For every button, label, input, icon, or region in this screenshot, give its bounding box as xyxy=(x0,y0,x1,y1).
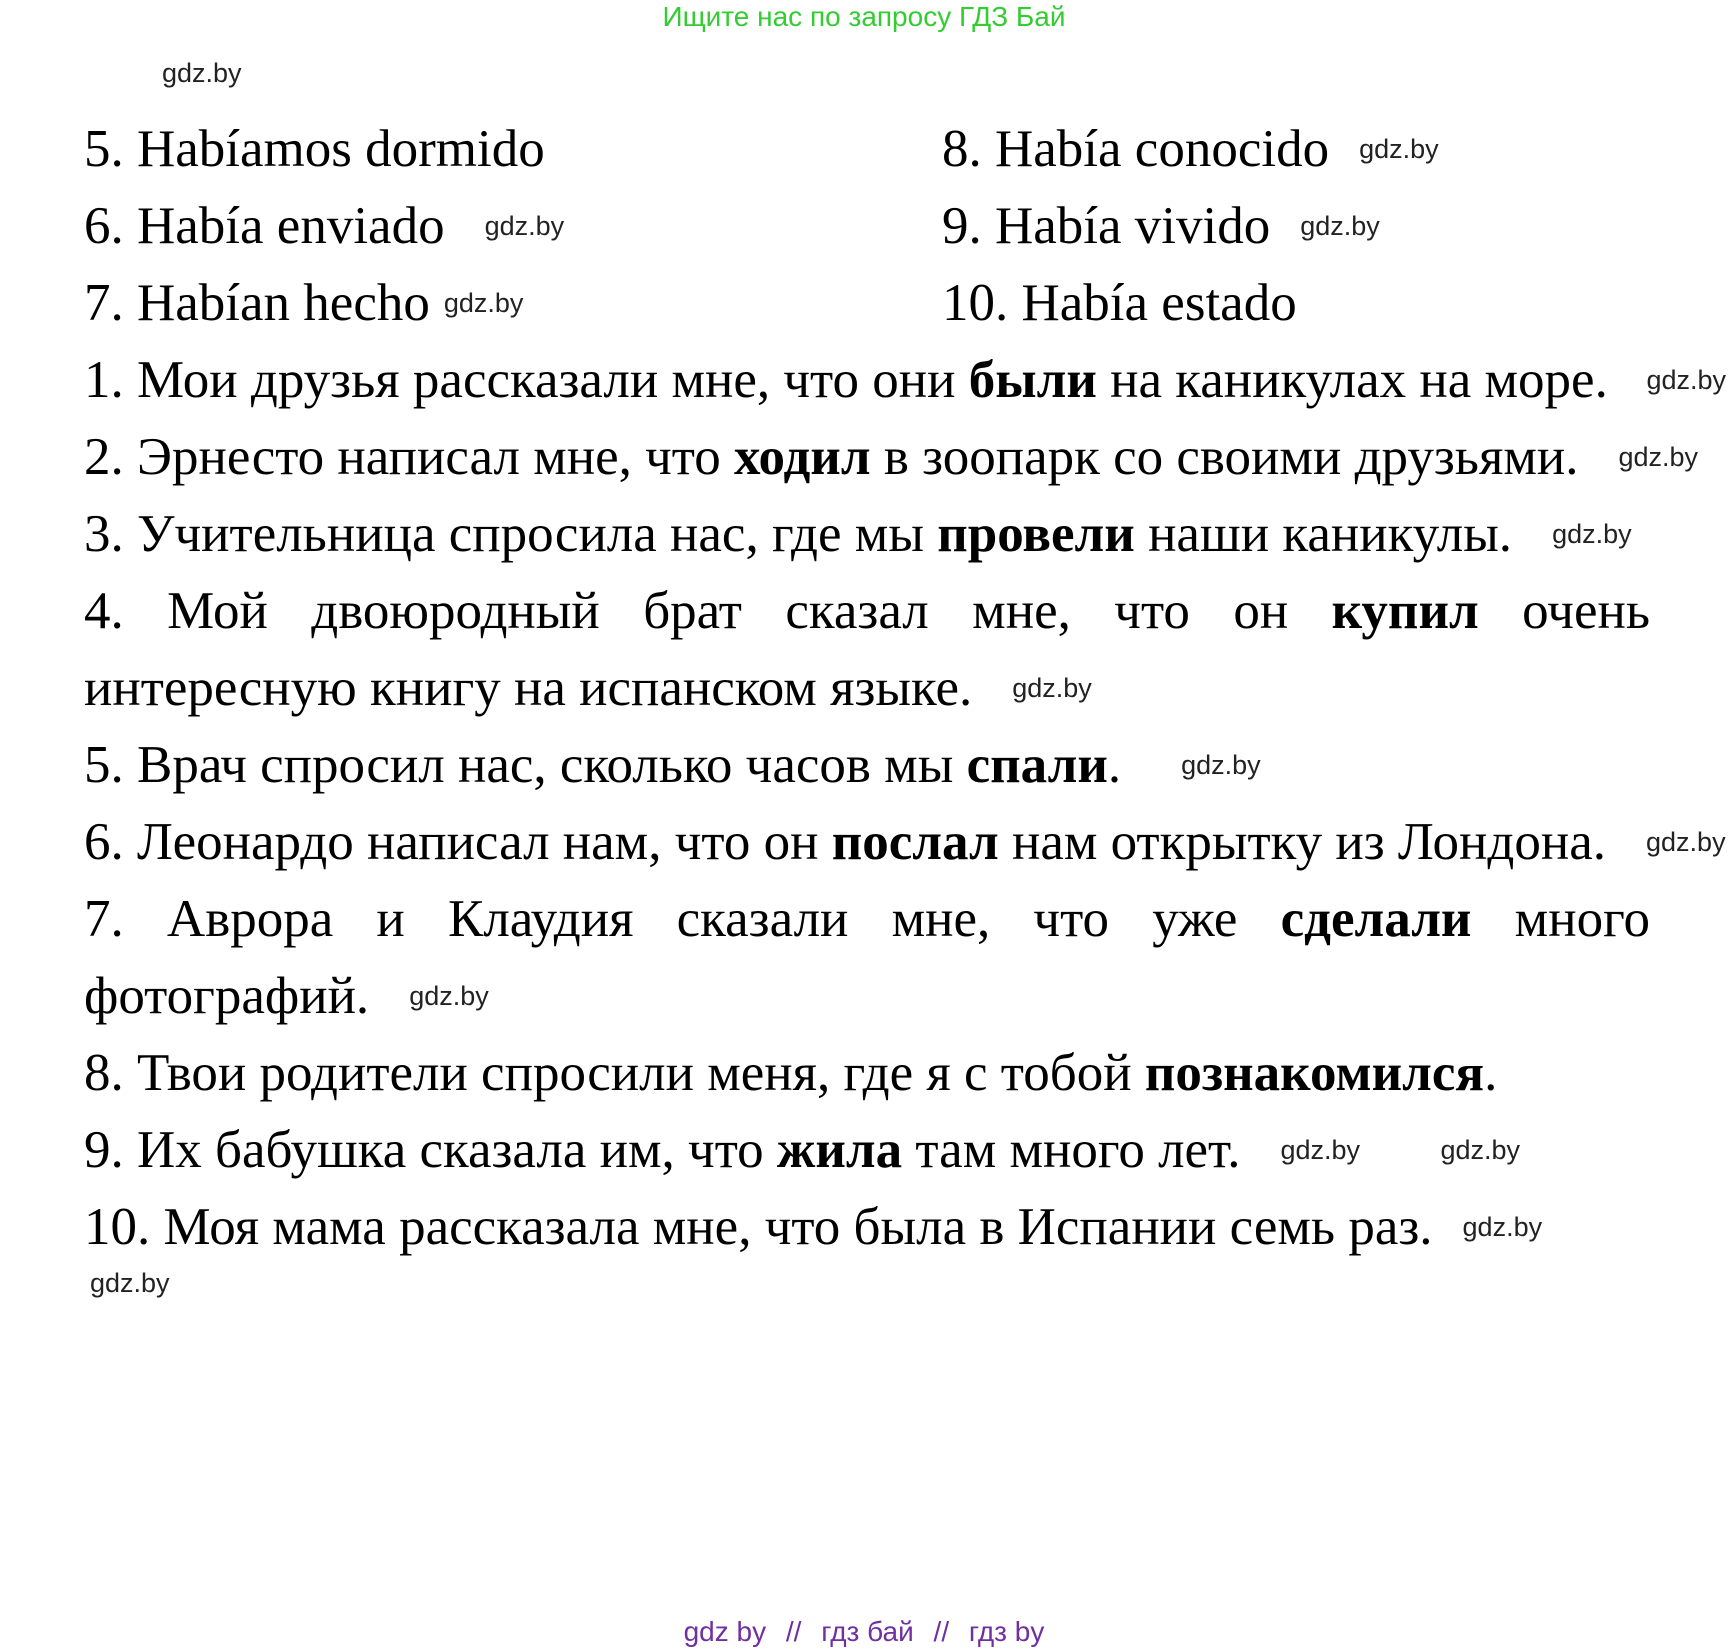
footer-link[interactable]: гдз бай xyxy=(821,1616,914,1647)
footer-separator: // xyxy=(933,1616,950,1647)
sentence-text: 10. Моя мама рассказала мне, что была в Испании семь раз. xyxy=(84,1198,1433,1256)
sentence-text: 9. Их бабушка сказала им, что xyxy=(84,1121,777,1179)
footer-links xyxy=(0,1614,1728,1650)
answer-content xyxy=(84,111,1650,1266)
answer-item: 5. Habíamos dormido xyxy=(84,120,545,178)
watermark: gdz.by xyxy=(409,981,489,1011)
highlighted-verb: были xyxy=(968,351,1097,409)
sentence-text: 5. Врач спросил нас, сколько часов мы xyxy=(84,736,967,794)
watermark: gdz.by xyxy=(1012,673,1092,703)
highlighted-verb: познакомился xyxy=(1144,1044,1485,1102)
answer-row xyxy=(84,188,1650,265)
sentence-text: очень интересную книгу на испанском языке. xyxy=(84,582,1650,717)
sentence-text: . xyxy=(1484,1044,1498,1102)
watermark: gdz.by xyxy=(484,211,565,241)
answer-item: 8. Había conocido xyxy=(942,120,1330,178)
highlighted-verb: послал xyxy=(831,813,999,871)
footer-link[interactable]: гдз by xyxy=(968,1616,1045,1647)
answer-row xyxy=(84,265,1650,342)
sentence-text: 1. Мои друзья рассказали мне, что они xyxy=(84,351,969,409)
sentence-text: там много лет. xyxy=(902,1121,1241,1179)
sentence-text: много фотографий. xyxy=(84,890,1650,1025)
highlighted-verb: жила xyxy=(776,1121,903,1179)
sentence-text: на каникулах на море. xyxy=(1096,351,1608,409)
highlighted-verb: спали xyxy=(966,736,1108,794)
watermark: gdz.by xyxy=(1181,750,1261,780)
highlighted-verb: провели xyxy=(937,505,1135,563)
highlighted-verb: сделали xyxy=(1280,890,1472,948)
watermark: gdz.by xyxy=(90,1268,170,1298)
answer-item: 10. Había estado xyxy=(942,274,1297,332)
sentence-text: наши каникулы. xyxy=(1134,505,1513,563)
translated-sentence xyxy=(84,419,1650,496)
translated-sentence xyxy=(84,1189,1650,1266)
footer-link[interactable]: gdz by xyxy=(683,1616,767,1647)
sentence-text: 3. Учительница спросила нас, где мы xyxy=(84,505,938,563)
translated-sentence xyxy=(84,342,1650,419)
translated-sentence xyxy=(84,881,1650,1035)
watermark: gdz.by xyxy=(443,288,524,318)
translated-sentence xyxy=(84,573,1650,727)
answer-item: 6. Había enviado xyxy=(84,197,445,255)
watermark: gdz.by xyxy=(1646,827,1726,857)
sentence-text: нам открытку из Лондона. xyxy=(998,813,1607,871)
sentence-text: 8. Твои родители спросили меня, где я с тобой xyxy=(84,1044,1145,1102)
translated-sentence xyxy=(84,727,1650,804)
sentence-text: 4. Мой двоюродный брат сказал мне, что он xyxy=(84,582,1332,640)
watermark: gdz.by xyxy=(1618,442,1699,472)
watermark: gdz.by xyxy=(1462,1212,1543,1242)
answer-item: 7. Habían hecho xyxy=(84,274,430,332)
search-hint-banner: Ищите нас по запросу ГДЗ Бай xyxy=(662,1,1066,32)
translated-sentence xyxy=(84,496,1650,573)
watermark: gdz.by xyxy=(1552,519,1632,549)
watermark: gdz.by xyxy=(1280,1135,1361,1165)
highlighted-verb: купил xyxy=(1331,582,1479,640)
watermark: gdz.by xyxy=(1359,134,1439,164)
watermark: gdz.by xyxy=(1440,1135,1521,1165)
watermark: gdz.by xyxy=(1646,365,1726,395)
watermark: gdz.by xyxy=(1300,211,1380,241)
sentence-text: 7. Аврора и Клаудия сказали мне, что уже xyxy=(84,890,1281,948)
translated-sentence xyxy=(84,804,1650,881)
sentence-text: . xyxy=(1107,736,1122,794)
sentence-text: в зоопарк со своими друзьями. xyxy=(870,428,1579,486)
answer-item: 9. Había vivido xyxy=(942,197,1271,255)
highlighted-verb: ходил xyxy=(734,428,871,486)
sentence-text: 2. Эрнесто написал мне, что xyxy=(84,428,735,486)
footer-separator: // xyxy=(785,1616,802,1647)
watermark: gdz.by xyxy=(162,58,242,88)
translated-sentence xyxy=(84,1035,1650,1112)
translated-sentence xyxy=(84,1112,1650,1189)
sentence-text: 6. Леонардо написал нам, что он xyxy=(84,813,832,871)
